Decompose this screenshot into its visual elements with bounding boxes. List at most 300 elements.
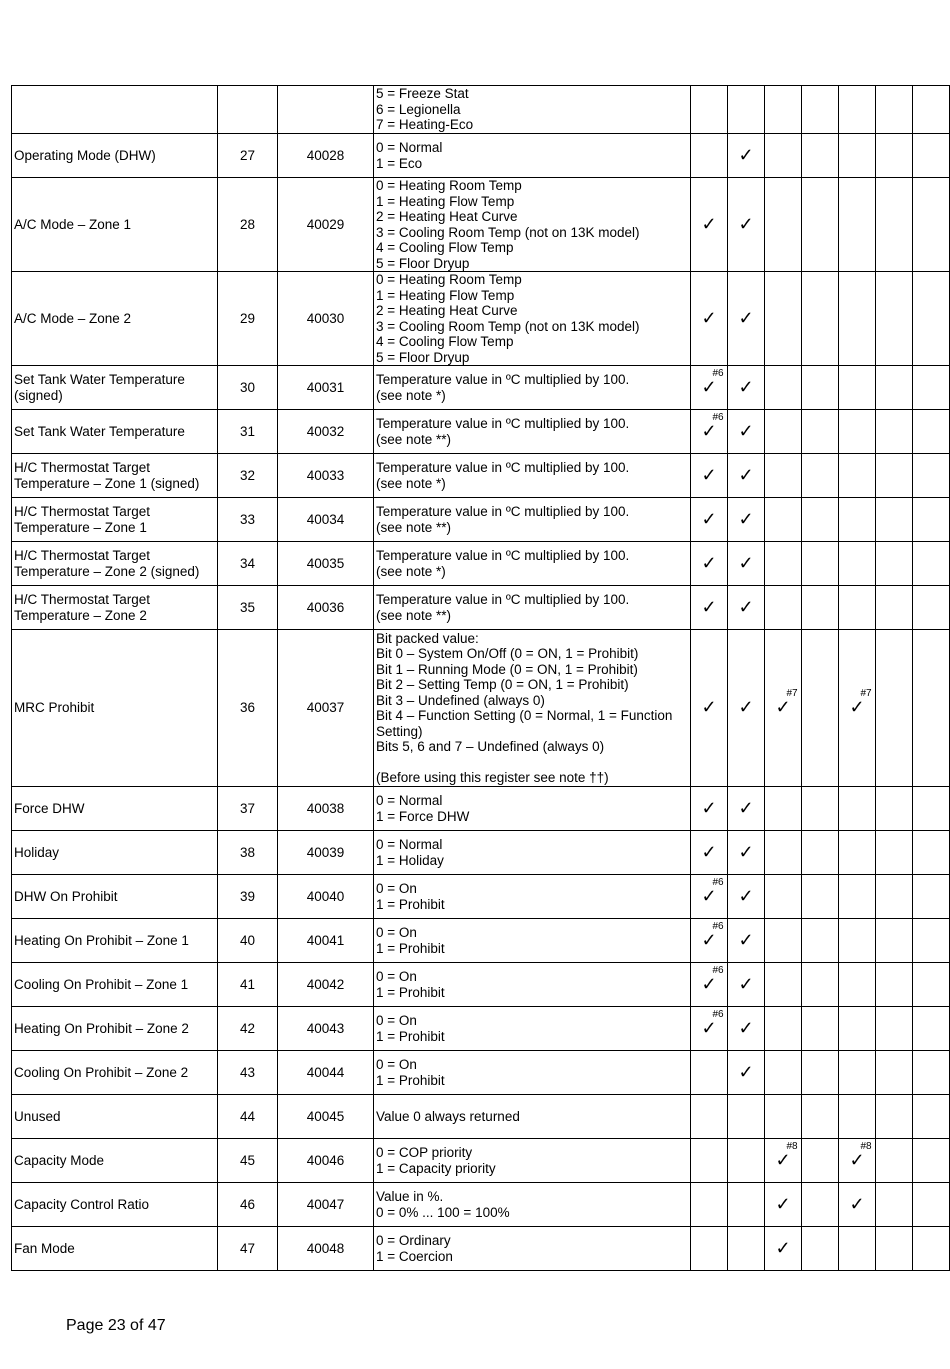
check-cell [728,410,765,454]
table-row [12,366,950,410]
check-cell [839,178,876,272]
check-cell [728,366,765,410]
register-description-cell: 0 = On 1 = Prohibit [374,1051,691,1095]
checkmark-icon [849,1140,872,1170]
register-name-cell: MRC Prohibit [12,630,218,787]
check-cell [728,1227,765,1271]
check-cell [839,1095,876,1139]
check-cell [839,366,876,410]
register-number-cell: 27 [218,134,278,178]
checkmark-icon: ✓ [738,376,754,397]
checkmark-icon: ✓ [701,213,717,234]
register-number-cell: 43 [218,1051,278,1095]
register-description-cell: 0 = Heating Room Temp 1 = Heating Flow Temp 2 = Heating Heat Curve 3 = Cooling Room Temp (not on 13K model) 4 = Cooling Flow Temp 5 = Floor Dryup [374,178,691,272]
check-cell [802,1139,839,1183]
checkmark-icon: ✓ [738,1017,754,1038]
check-cell [728,1051,765,1095]
register-address-cell: 40040 [278,875,374,919]
register-number-cell: 34 [218,542,278,586]
check-cell [802,1051,839,1095]
check-cell [728,630,765,787]
register-address-cell: 40035 [278,542,374,586]
checkmark-icon: ✓ [775,1237,791,1258]
check-cell [691,963,728,1007]
register-name-cell: Set Tank Water Temperature (signed) [12,366,218,410]
check-cell [691,787,728,831]
check-cell [913,1139,950,1183]
check-cell [728,1183,765,1227]
checkmark-glyph: ✓ [701,929,717,950]
register-description-cell: Temperature value in ºC multiplied by 100. (see note *) [374,454,691,498]
table-row [12,134,950,178]
checkmark-icon: ✓ [738,797,754,818]
register-address-cell: 40043 [278,1007,374,1051]
register-name-cell: H/C Thermostat Target Temperature – Zone 1 (signed) [12,454,218,498]
check-cell [765,787,802,831]
table-row [12,542,950,586]
check-cell [913,366,950,410]
check-cell [728,919,765,963]
checkmark-icon: ✓ [738,596,754,617]
register-name-cell: Heating On Prohibit – Zone 2 [12,1007,218,1051]
page-footer: Page 23 of 47 [66,1317,166,1334]
check-cell [765,1007,802,1051]
check-cell [876,454,913,498]
register-description-cell: 0 = Ordinary 1 = Coercion [374,1227,691,1271]
register-number-cell: 28 [218,178,278,272]
register-number-cell: 31 [218,410,278,454]
table-row [12,1051,950,1095]
check-cell [765,1139,802,1183]
check-cell [913,1095,950,1139]
checkmark-icon: ✓ [701,697,717,718]
register-name-cell: H/C Thermostat Target Temperature – Zone 1 [12,498,218,542]
register-description-cell: 0 = On 1 = Prohibit [374,963,691,1007]
checkmark-icon: ✓ [738,508,754,529]
check-cell [765,1051,802,1095]
check-cell [802,1007,839,1051]
register-address-cell: 40045 [278,1095,374,1139]
check-cell [839,498,876,542]
check-cell [839,586,876,630]
check-cell [876,586,913,630]
checkmark-glyph: ✓ [701,973,717,994]
checkmark-note: #6 [712,964,724,976]
table-row [12,1139,950,1183]
check-cell [691,1095,728,1139]
register-address-cell: 40028 [278,134,374,178]
register-address-cell: 40030 [278,272,374,366]
check-cell [876,86,913,134]
table-row [12,963,950,1007]
check-cell [876,1227,913,1271]
register-address-cell: 40029 [278,178,374,272]
check-cell [876,1051,913,1095]
checkmark-glyph: ✓ [701,376,717,397]
checkmark-icon: ✓ [701,508,717,529]
check-cell [765,454,802,498]
register-number-cell: 30 [218,366,278,410]
check-cell [691,410,728,454]
register-number-cell: 37 [218,787,278,831]
register-number-cell: 39 [218,875,278,919]
check-cell [728,178,765,272]
checkmark-icon [849,688,872,718]
checkmark-icon [701,1008,724,1038]
check-cell [765,1095,802,1139]
check-cell [728,1095,765,1139]
check-cell [802,831,839,875]
checkmark-icon: ✓ [738,973,754,994]
register-number-cell: 36 [218,630,278,787]
checkmark-note: #8 [860,1140,872,1152]
check-cell [839,1051,876,1095]
check-cell [876,1095,913,1139]
check-cell [876,1139,913,1183]
check-cell [839,410,876,454]
check-cell [765,134,802,178]
table-row [12,86,950,134]
check-cell [913,178,950,272]
check-cell [913,963,950,1007]
check-cell [913,272,950,366]
register-address-cell: 40047 [278,1183,374,1227]
check-cell [839,630,876,787]
checkmark-icon [701,876,724,906]
checkmark-icon: ✓ [701,797,717,818]
check-cell [802,178,839,272]
register-name-cell: Operating Mode (DHW) [12,134,218,178]
check-cell [913,542,950,586]
register-number-cell: 47 [218,1227,278,1271]
register-description-cell: 0 = On 1 = Prohibit [374,919,691,963]
table-row [12,498,950,542]
check-cell [913,919,950,963]
register-address-cell: 40037 [278,630,374,787]
register-name-cell: Set Tank Water Temperature [12,410,218,454]
check-cell [765,963,802,1007]
register-address-cell: 40036 [278,586,374,630]
register-table-body [12,86,950,1271]
check-cell [876,178,913,272]
check-cell [802,1095,839,1139]
checkmark-icon [701,964,724,994]
register-name-cell: H/C Thermostat Target Temperature – Zone 2 [12,586,218,630]
check-cell [765,542,802,586]
register-name-cell: A/C Mode – Zone 1 [12,178,218,272]
table-row [12,831,950,875]
check-cell [765,410,802,454]
checkmark-glyph: ✓ [849,1149,865,1170]
check-cell [728,831,765,875]
check-cell [765,586,802,630]
check-cell [691,1139,728,1183]
check-cell [839,454,876,498]
checkmark-glyph: ✓ [701,885,717,906]
check-cell [802,366,839,410]
register-address-cell: 40031 [278,366,374,410]
table-row [12,630,950,787]
register-table [11,85,950,1271]
checkmark-note: #6 [712,876,724,888]
check-cell [691,542,728,586]
checkmark-icon [701,920,724,950]
check-cell [839,86,876,134]
checkmark-icon: ✓ [701,552,717,573]
register-address-cell: 40038 [278,787,374,831]
check-cell [802,86,839,134]
checkmark-icon: ✓ [701,596,717,617]
check-cell [876,963,913,1007]
check-cell [728,542,765,586]
check-cell [913,454,950,498]
check-cell [691,1183,728,1227]
check-cell [691,1227,728,1271]
table-row [12,1227,950,1271]
checkmark-icon: ✓ [738,697,754,718]
check-cell [691,630,728,787]
register-address-cell: 40048 [278,1227,374,1271]
check-cell [728,963,765,1007]
check-cell [802,498,839,542]
register-number-cell: 32 [218,454,278,498]
check-cell [728,1007,765,1051]
check-cell [802,1227,839,1271]
check-cell [765,86,802,134]
check-cell [839,542,876,586]
check-cell [913,831,950,875]
check-cell [802,787,839,831]
checkmark-icon: ✓ [738,552,754,573]
check-cell [765,875,802,919]
check-cell [691,272,728,366]
register-address-cell [278,86,374,134]
register-address-cell: 40033 [278,454,374,498]
checkmark-note: #6 [712,367,724,379]
check-cell [913,586,950,630]
checkmark-icon [775,688,798,718]
register-name-cell: DHW On Prohibit [12,875,218,919]
register-number-cell: 35 [218,586,278,630]
check-cell [691,586,728,630]
check-cell [802,919,839,963]
checkmark-icon: ✓ [738,929,754,950]
register-number-cell: 46 [218,1183,278,1227]
register-description-cell: 0 = Normal 1 = Holiday [374,831,691,875]
register-description-cell: 0 = Normal 1 = Eco [374,134,691,178]
checkmark-note: #6 [712,1008,724,1020]
check-cell [765,498,802,542]
check-cell [839,787,876,831]
register-description-cell: Value 0 always returned [374,1095,691,1139]
check-cell [913,875,950,919]
check-cell [839,134,876,178]
check-cell [839,831,876,875]
check-cell [802,410,839,454]
table-row [12,1007,950,1051]
check-cell [913,1007,950,1051]
table-row [12,586,950,630]
check-cell [913,1051,950,1095]
check-cell [765,272,802,366]
register-description-cell: Temperature value in ºC multiplied by 100. (see note *) [374,366,691,410]
register-name-cell: Force DHW [12,787,218,831]
check-cell [876,630,913,787]
register-description-cell: Temperature value in ºC multiplied by 100. (see note **) [374,586,691,630]
check-cell [913,86,950,134]
check-cell [728,134,765,178]
checkmark-note: #7 [786,688,798,700]
check-cell [839,272,876,366]
check-cell [876,919,913,963]
register-address-cell: 40039 [278,831,374,875]
register-name-cell: Cooling On Prohibit – Zone 2 [12,1051,218,1095]
check-cell [691,454,728,498]
checkmark-icon: ✓ [738,464,754,485]
register-description-cell: 0 = On 1 = Prohibit [374,875,691,919]
check-cell [728,586,765,630]
table-row [12,919,950,963]
register-description-cell: Temperature value in ºC multiplied by 100. (see note **) [374,410,691,454]
check-cell [802,134,839,178]
register-number-cell: 40 [218,919,278,963]
check-cell [802,875,839,919]
check-cell [691,178,728,272]
check-cell [691,875,728,919]
check-cell [802,272,839,366]
register-description-cell: 5 = Freeze Stat 6 = Legionella 7 = Heating-Eco [374,86,691,134]
checkmark-glyph: ✓ [701,1017,717,1038]
register-name-cell: Fan Mode [12,1227,218,1271]
check-cell [913,410,950,454]
check-cell [728,498,765,542]
checkmark-note: #6 [712,920,724,932]
register-number-cell: 41 [218,963,278,1007]
checkmark-icon: ✓ [738,841,754,862]
check-cell [876,1007,913,1051]
checkmark-icon: ✓ [738,1061,754,1082]
checkmark-icon: ✓ [738,307,754,328]
check-cell [691,366,728,410]
checkmark-glyph: ✓ [701,420,717,441]
check-cell [691,919,728,963]
register-description-cell: 0 = On 1 = Prohibit [374,1007,691,1051]
register-description-cell: Temperature value in ºC multiplied by 100. (see note **) [374,498,691,542]
check-cell [728,86,765,134]
check-cell [802,586,839,630]
register-address-cell: 40034 [278,498,374,542]
checkmark-icon [701,411,724,441]
check-cell [728,454,765,498]
check-cell [691,831,728,875]
register-description-cell: Bit packed value: Bit 0 – System On/Off (0 = ON, 1 = Prohibit) Bit 1 – Running Mode (0 = ON, 1 = Prohibit) Bit 2 – Setting Temp (0 = ON, 1 = Prohibit) Bit 3 – Undefined (always 0) Bit 4 – Function Setting (0 = Normal, 1 = Function Setting) Bits 5, 6 and 7 – Undefined (always 0) (Before using this register see note ††) [374,630,691,787]
register-name-cell: Unused [12,1095,218,1139]
check-cell [913,1183,950,1227]
register-number-cell: 29 [218,272,278,366]
register-address-cell: 40032 [278,410,374,454]
register-number-cell [218,86,278,134]
table-row [12,875,950,919]
checkmark-icon: ✓ [701,464,717,485]
check-cell [839,1007,876,1051]
table-row [12,1183,950,1227]
check-cell [765,178,802,272]
check-cell [876,272,913,366]
check-cell [876,831,913,875]
check-cell [876,410,913,454]
register-description-cell: 0 = Heating Room Temp 1 = Heating Flow Temp 2 = Heating Heat Curve 3 = Cooling Room Temp (not on 13K model) 4 = Cooling Flow Temp 5 = Floor Dryup [374,272,691,366]
check-cell [876,875,913,919]
check-cell [876,787,913,831]
check-cell [728,1139,765,1183]
register-description-cell: Temperature value in ºC multiplied by 100. (see note *) [374,542,691,586]
checkmark-glyph: ✓ [775,697,791,718]
check-cell [728,272,765,366]
checkmark-glyph: ✓ [849,697,865,718]
checkmark-glyph: ✓ [775,1149,791,1170]
check-cell [728,787,765,831]
table-row [12,787,950,831]
table-row [12,1095,950,1139]
checkmark-icon: ✓ [738,885,754,906]
checkmark-icon: ✓ [738,144,754,165]
register-number-cell: 42 [218,1007,278,1051]
check-cell [913,630,950,787]
check-cell [802,1183,839,1227]
table-row [12,272,950,366]
checkmark-note: #7 [860,688,872,700]
checkmark-icon: ✓ [775,1193,791,1214]
register-number-cell: 45 [218,1139,278,1183]
table-row [12,410,950,454]
check-cell [876,1183,913,1227]
check-cell [765,366,802,410]
register-address-cell: 40044 [278,1051,374,1095]
register-name-cell: Heating On Prohibit – Zone 1 [12,919,218,963]
check-cell [765,919,802,963]
check-cell [913,498,950,542]
register-description-cell: Value in %. 0 = 0% ... 100 = 100% [374,1183,691,1227]
check-cell [839,875,876,919]
check-cell [691,1007,728,1051]
register-description-cell: 0 = COP priority 1 = Capacity priority [374,1139,691,1183]
check-cell [802,454,839,498]
check-cell [839,1139,876,1183]
check-cell [765,630,802,787]
check-cell [765,1227,802,1271]
check-cell [839,963,876,1007]
check-cell [802,630,839,787]
register-number-cell: 33 [218,498,278,542]
register-name-cell [12,86,218,134]
checkmark-icon: ✓ [738,213,754,234]
checkmark-icon [775,1140,798,1170]
register-name-cell: Capacity Mode [12,1139,218,1183]
checkmark-icon: ✓ [701,841,717,862]
check-cell [802,963,839,1007]
check-cell [876,366,913,410]
check-cell [802,542,839,586]
checkmark-icon: ✓ [849,1193,865,1214]
table-row [12,454,950,498]
check-cell [691,498,728,542]
check-cell [691,134,728,178]
register-description-cell: 0 = Normal 1 = Force DHW [374,787,691,831]
check-cell [691,1051,728,1095]
check-cell [691,86,728,134]
check-cell [913,1227,950,1271]
table-row [12,178,950,272]
